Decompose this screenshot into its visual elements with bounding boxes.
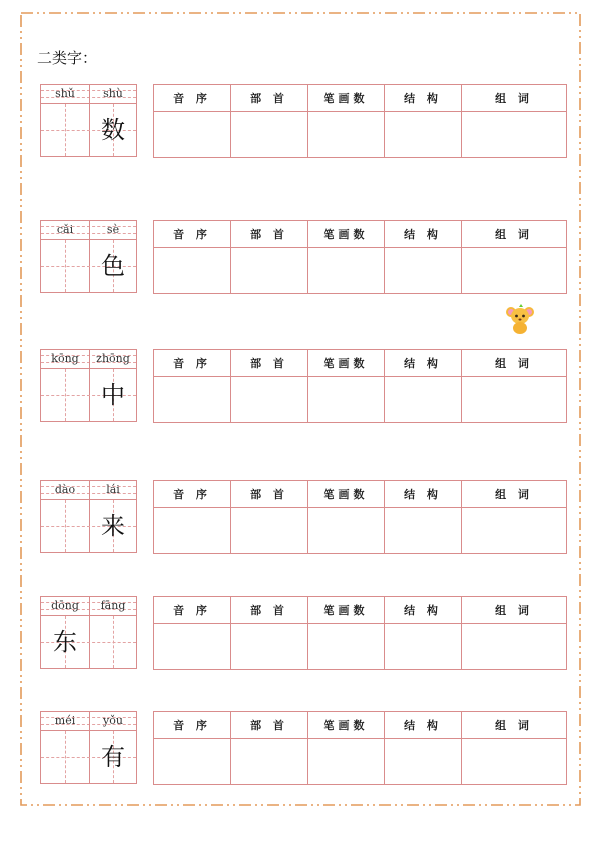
answer-cell-bihuashu[interactable] xyxy=(308,377,385,423)
answer-cell-bushou[interactable] xyxy=(231,112,308,158)
header-zuci: 组 词 xyxy=(462,712,567,739)
character-info-table xyxy=(153,596,567,670)
header-yinxu: 音 序 xyxy=(154,350,231,377)
header-yinxu: 音 序 xyxy=(154,481,231,508)
answer-cell-bushou[interactable] xyxy=(231,248,308,294)
answer-cell-bihuashu[interactable] xyxy=(308,739,385,785)
hanzi-cell[interactable] xyxy=(41,731,89,783)
answer-cell-zuci[interactable] xyxy=(462,112,567,158)
answer-cell-yinxu[interactable] xyxy=(154,739,231,785)
character-row xyxy=(0,349,600,424)
hanzi-cell[interactable] xyxy=(41,369,89,421)
header-bihuashu: 笔画数 xyxy=(308,481,385,508)
pinyin-text: dào xyxy=(54,483,76,496)
answer-cell-bihuashu[interactable] xyxy=(308,112,385,158)
pinyin-text: yǒu xyxy=(103,714,123,727)
header-jiegou: 结 构 xyxy=(385,597,462,624)
pinyin-text: kōng xyxy=(51,352,79,365)
page-title: 二类字： xyxy=(37,49,98,67)
header-zuci: 组 词 xyxy=(462,597,567,624)
header-bushou: 部 首 xyxy=(231,712,308,739)
pinyin-tian-grid xyxy=(40,596,137,669)
pinyin-text: shù xyxy=(103,87,123,100)
character-info-table xyxy=(153,84,567,158)
header-bihuashu: 笔画数 xyxy=(308,597,385,624)
pinyin-tian-grid xyxy=(40,84,137,157)
header-bihuashu: 笔画数 xyxy=(308,712,385,739)
answer-cell-jiegou[interactable] xyxy=(385,112,462,158)
header-jiegou: 结 构 xyxy=(385,481,462,508)
character-info-table xyxy=(153,711,567,785)
character-info-table xyxy=(153,349,567,423)
answer-cell-bushou[interactable] xyxy=(231,508,308,554)
character-row xyxy=(0,220,600,295)
pinyin-tian-grid xyxy=(40,711,137,784)
answer-cell-bihuashu[interactable] xyxy=(308,624,385,670)
hanzi-cell[interactable]: 色 xyxy=(101,252,125,280)
pinyin-tian-grid xyxy=(40,220,137,293)
bear-mascot-icon xyxy=(505,303,535,335)
character-info-table xyxy=(153,220,567,294)
header-bushou: 部 首 xyxy=(231,85,308,112)
character-row xyxy=(0,596,600,671)
answer-cell-yinxu[interactable] xyxy=(154,624,231,670)
header-zuci: 组 词 xyxy=(462,85,567,112)
pinyin-text: sè xyxy=(106,223,120,236)
header-bushou: 部 首 xyxy=(231,597,308,624)
answer-cell-zuci[interactable] xyxy=(462,739,567,785)
hanzi-cell[interactable] xyxy=(41,500,89,552)
answer-cell-zuci[interactable] xyxy=(462,377,567,423)
pinyin-text: dōng xyxy=(51,599,79,612)
header-jiegou: 结 构 xyxy=(385,221,462,248)
header-zuci: 组 词 xyxy=(462,481,567,508)
header-bihuashu: 笔画数 xyxy=(308,350,385,377)
header-yinxu: 音 序 xyxy=(154,712,231,739)
answer-cell-yinxu[interactable] xyxy=(154,112,231,158)
answer-cell-jiegou[interactable] xyxy=(385,508,462,554)
hanzi-cell[interactable]: 中 xyxy=(101,381,125,409)
header-yinxu: 音 序 xyxy=(154,597,231,624)
hanzi-cell[interactable] xyxy=(41,240,89,292)
header-jiegou: 结 构 xyxy=(385,712,462,739)
pinyin-text: zhōng xyxy=(96,352,130,365)
answer-cell-bihuashu[interactable] xyxy=(308,248,385,294)
answer-cell-bushou[interactable] xyxy=(231,624,308,670)
answer-cell-zuci[interactable] xyxy=(462,248,567,294)
answer-cell-jiegou[interactable] xyxy=(385,624,462,670)
hanzi-cell[interactable]: 数 xyxy=(101,116,125,144)
header-bushou: 部 首 xyxy=(231,350,308,377)
hanzi-cell[interactable]: 来 xyxy=(101,512,125,540)
header-bihuashu: 笔画数 xyxy=(308,221,385,248)
header-bushou: 部 首 xyxy=(231,221,308,248)
header-zuci: 组 词 xyxy=(462,350,567,377)
character-row xyxy=(0,480,600,555)
hanzi-cell[interactable] xyxy=(89,616,137,668)
pinyin-tian-grid xyxy=(40,480,137,553)
answer-cell-jiegou[interactable] xyxy=(385,377,462,423)
header-zuci: 组 词 xyxy=(462,221,567,248)
header-bushou: 部 首 xyxy=(231,481,308,508)
header-bihuashu: 笔画数 xyxy=(308,85,385,112)
answer-cell-zuci[interactable] xyxy=(462,508,567,554)
answer-cell-yinxu[interactable] xyxy=(154,248,231,294)
pinyin-text: shǔ xyxy=(55,87,75,100)
hanzi-cell[interactable]: 有 xyxy=(101,743,125,771)
answer-cell-bihuashu[interactable] xyxy=(308,508,385,554)
character-info-table xyxy=(153,480,567,554)
pinyin-tian-grid xyxy=(40,349,137,422)
hanzi-cell[interactable]: 东 xyxy=(53,628,77,656)
pinyin-text: fāng xyxy=(100,599,126,612)
pinyin-text: méi xyxy=(54,714,76,727)
header-jiegou: 结 构 xyxy=(385,350,462,377)
answer-cell-jiegou[interactable] xyxy=(385,739,462,785)
hanzi-cell[interactable] xyxy=(41,104,89,156)
character-row xyxy=(0,711,600,786)
character-row xyxy=(0,84,600,159)
answer-cell-zuci[interactable] xyxy=(462,624,567,670)
header-yinxu: 音 序 xyxy=(154,85,231,112)
pinyin-text: lái xyxy=(106,483,120,496)
answer-cell-bushou[interactable] xyxy=(231,377,308,423)
pinyin-text: cǎi xyxy=(56,223,74,236)
answer-cell-yinxu[interactable] xyxy=(154,508,231,554)
answer-cell-jiegou[interactable] xyxy=(385,248,462,294)
header-yinxu: 音 序 xyxy=(154,221,231,248)
header-jiegou: 结 构 xyxy=(385,85,462,112)
answer-cell-bushou[interactable] xyxy=(231,739,308,785)
answer-cell-yinxu[interactable] xyxy=(154,377,231,423)
